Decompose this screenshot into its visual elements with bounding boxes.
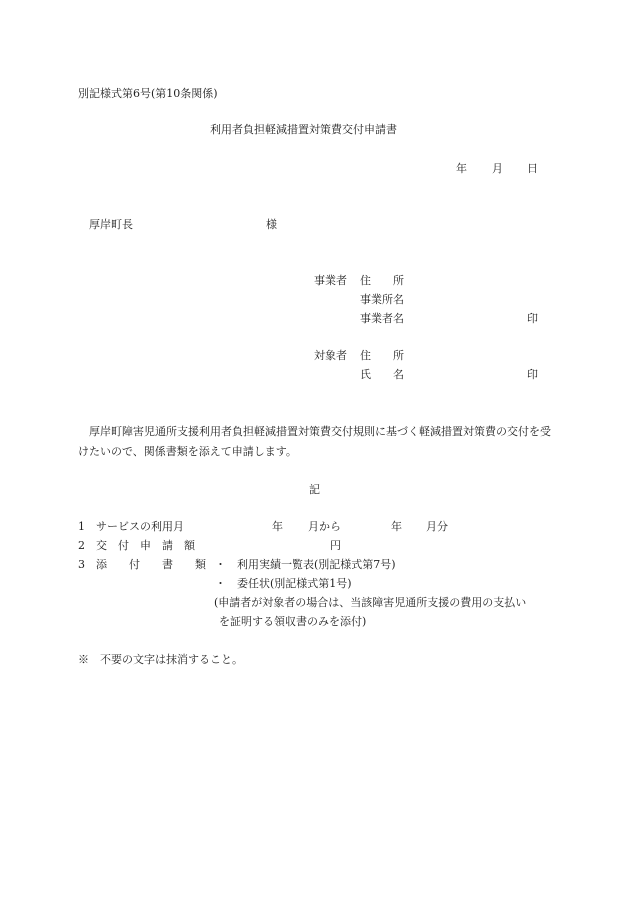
item3-label: 添 付 書 類	[96, 558, 206, 571]
subject-name-label: 氏 名	[360, 368, 404, 381]
attachment-bullet-2: ・	[215, 577, 226, 590]
addressee-honorific: 様	[266, 218, 277, 231]
item3-number: 3	[78, 558, 85, 571]
attachment-text-2: 委任状(別記様式第1号)	[237, 577, 352, 590]
date-day: 日	[527, 162, 538, 175]
business-office-label: 事業所名	[360, 293, 404, 306]
item1-year-end: 年	[391, 520, 402, 533]
item1-to: 月分	[426, 520, 448, 533]
form-number: 別記様式第6号(第10条関係)	[78, 87, 218, 100]
item1-from: 月から	[308, 520, 341, 533]
attachment-note-line-2: を証明する領収書のみを添付)	[219, 615, 367, 628]
attachment-bullet-1: ・	[215, 558, 226, 571]
footnote: ※ 不要の文字は抹消すること。	[78, 653, 243, 666]
subject-seal: 印	[527, 368, 538, 381]
item2-unit: 円	[330, 539, 341, 552]
date-month: 月	[492, 162, 503, 175]
item1-number: 1	[78, 520, 85, 533]
business-name-label: 事業者名	[360, 312, 404, 325]
item2-number: 2	[78, 539, 85, 552]
attachment-note-line-1: (申請者が対象者の場合は、当該障害児通所支援の費用の支払い	[214, 596, 527, 609]
subject-address-label: 住 所	[360, 349, 404, 362]
business-seal: 印	[527, 312, 538, 325]
item1-label: サービスの利用月	[96, 520, 184, 533]
business-heading: 事業者	[314, 274, 347, 287]
ki-heading: 記	[309, 483, 320, 496]
document-title: 利用者負担軽減措置対策費交付申請書	[210, 123, 397, 136]
attachment-text-1: 利用実績一覧表(別記様式第7号)	[237, 558, 396, 571]
date-year: 年	[456, 162, 467, 175]
addressee-name: 厚岸町長	[89, 218, 133, 231]
item2-label: 交 付 申 請 額	[96, 539, 195, 552]
business-address-label: 住 所	[360, 274, 404, 287]
item1-year-start: 年	[272, 520, 283, 533]
subject-heading: 対象者	[314, 349, 347, 362]
body-paragraph: 厚岸町障害児通所支援利用者負担軽減措置対策費交付規則に基づく軽減措置対策費の交付を受けたいので、関係書類を添えて申請します。	[78, 425, 551, 458]
